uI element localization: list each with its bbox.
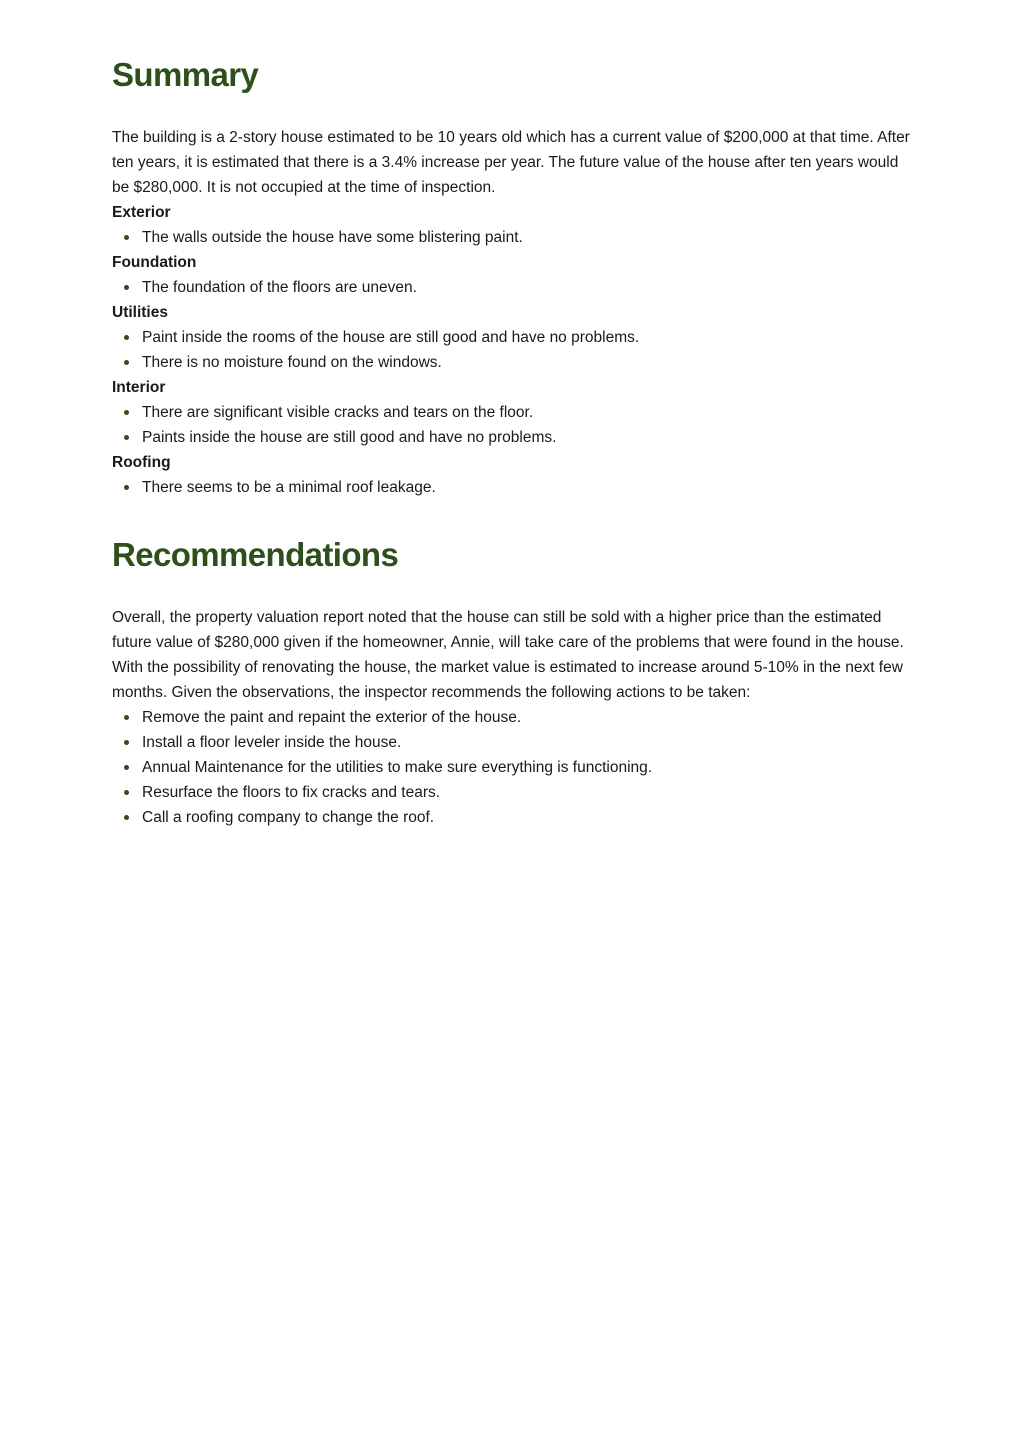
exterior-section xyxy=(112,200,912,250)
roofing-heading: Roofing xyxy=(112,454,171,471)
list-item xyxy=(112,325,912,350)
bullet-icon xyxy=(124,235,129,240)
list-item xyxy=(112,780,912,805)
list-item-text: The walls outside the house have some blistering paint. xyxy=(142,229,523,246)
list-item xyxy=(112,275,912,300)
list-item-text: There seems to be a minimal roof leakage. xyxy=(142,479,436,496)
foundation-list xyxy=(112,275,912,300)
list-item xyxy=(112,225,912,250)
list-item xyxy=(112,475,912,500)
bullet-icon xyxy=(124,335,129,340)
interior-section xyxy=(112,375,912,450)
roofing-section xyxy=(112,450,912,500)
list-item-text: There are significant visible cracks and tears on the floor. xyxy=(142,404,534,421)
bullet-icon xyxy=(124,410,129,415)
bullet-icon xyxy=(124,435,129,440)
list-item-text: Call a roofing company to change the roof. xyxy=(142,809,435,826)
recommendations-heading: Recommendations xyxy=(112,536,399,573)
bullet-icon xyxy=(124,485,129,490)
exterior-heading: Exterior xyxy=(112,204,171,221)
list-item-text: The foundation of the floors are uneven. xyxy=(142,279,417,296)
list-item xyxy=(112,425,912,450)
bullet-icon xyxy=(124,740,129,745)
utilities-heading: Utilities xyxy=(112,304,168,321)
bullet-icon xyxy=(124,790,129,795)
list-item xyxy=(112,755,912,780)
interior-heading: Interior xyxy=(112,379,166,396)
roofing-list xyxy=(112,475,912,500)
list-item xyxy=(112,350,912,375)
bullet-icon xyxy=(124,815,129,820)
list-item xyxy=(112,805,912,830)
utilities-section xyxy=(112,300,912,375)
bullet-icon xyxy=(124,715,129,720)
list-item xyxy=(112,400,912,425)
list-item-text: There is no moisture found on the windows. xyxy=(142,354,442,371)
list-item xyxy=(112,730,912,755)
bullet-icon xyxy=(124,765,129,770)
bullet-icon xyxy=(124,285,129,290)
utilities-list xyxy=(112,325,912,375)
list-item-text: Remove the paint and repaint the exterior of the house. xyxy=(142,709,522,726)
interior-list xyxy=(112,400,912,450)
recommendations-paragraph: Overall, the property valuation report noted that the house can still be sold with a higher price than the estimated future value of $280,000 given if the homeowner, Annie, will take care of the problems that were found in the house. With the possibility of renovating the house, the market value is estimated to increase around 5-10% in the next few months. Given the observations, the inspector recommends the following actions to be taken: xyxy=(112,609,904,701)
list-item-text: Paints inside the house are still good and have no problems. xyxy=(142,429,557,446)
foundation-section xyxy=(112,250,912,300)
exterior-list xyxy=(112,225,912,250)
list-item-text: Install a floor leveler inside the house. xyxy=(142,734,402,751)
list-item xyxy=(112,705,912,730)
bullet-icon xyxy=(124,360,129,365)
recommendations-list xyxy=(112,705,912,830)
document-page xyxy=(112,0,912,830)
list-item-text: Annual Maintenance for the utilities to make sure everything is functioning. xyxy=(142,759,653,776)
summary-paragraph: The building is a 2-story house estimated to be 10 years old which has a current value of $200,000 at that time. After ten years, it is estimated that there is a 3.4% increase per year. The future value of the house after ten years would be $280,000. It is not occupied at the time of inspection. xyxy=(112,129,910,196)
foundation-heading: Foundation xyxy=(112,254,197,271)
list-item-text: Paint inside the rooms of the house are still good and have no problems. xyxy=(142,329,640,346)
list-item-text: Resurface the floors to fix cracks and tears. xyxy=(142,784,441,801)
summary-heading: Summary xyxy=(112,56,259,93)
